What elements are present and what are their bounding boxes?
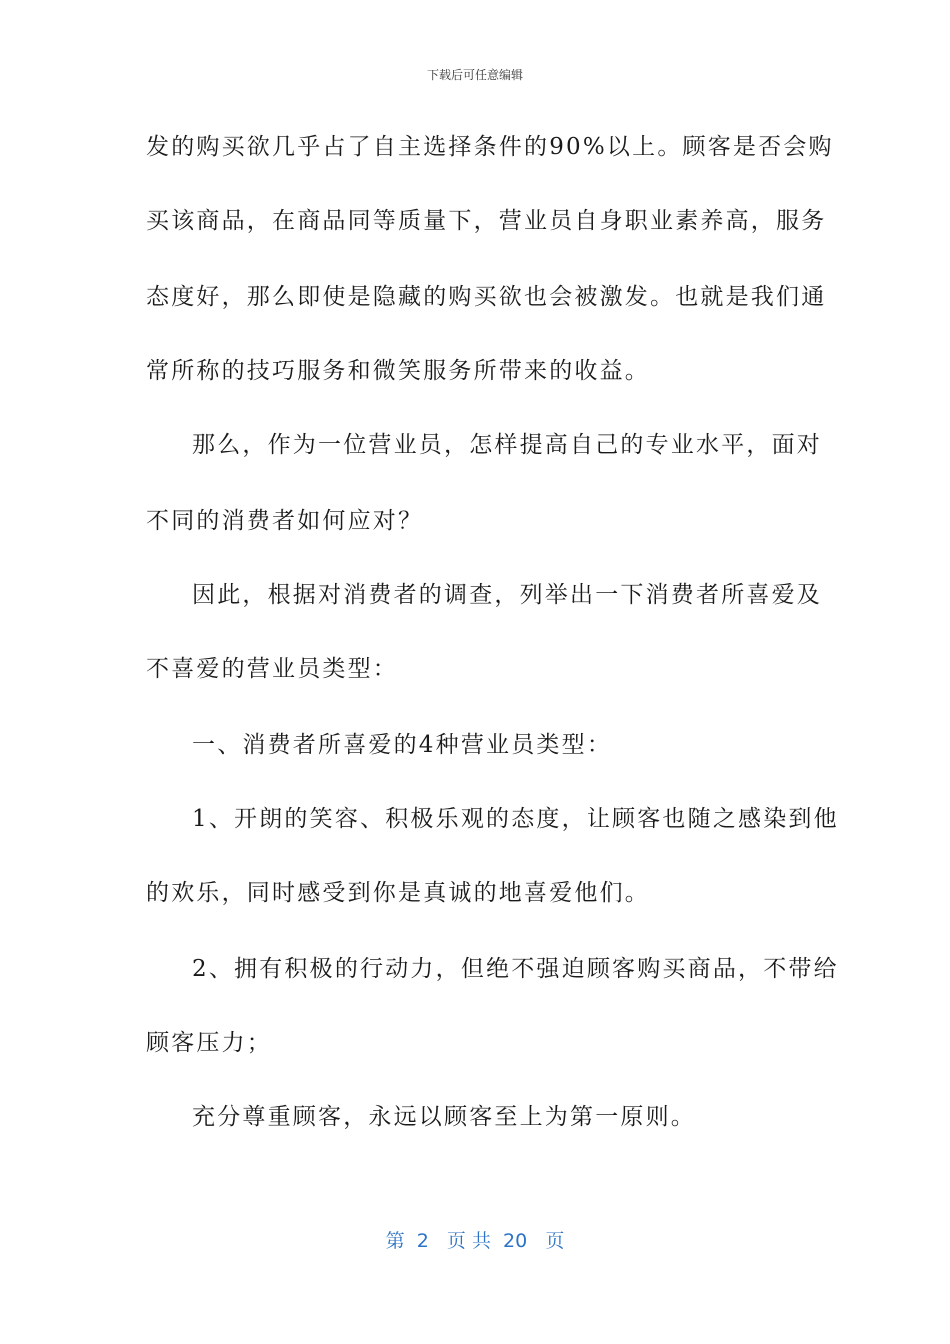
body-line: 发的购买欲几乎占了自主选择条件的90%以上。顾客是否会购 [146, 134, 834, 160]
body-line: 顾客压力； [146, 1030, 272, 1056]
header-note: 下载后可任意编辑 [426, 68, 523, 82]
body-line: 不同的消费者如何应对？ [146, 508, 424, 534]
body-line: 的欢乐，同时感受到你是真诚的地喜爱他们。 [146, 880, 650, 906]
body-line: 常所称的技巧服务和微笑服务所带来的收益。 [146, 358, 650, 384]
body-line: 不喜爱的营业员类型： [146, 656, 398, 682]
body-line: 那么，作为一位营业员，怎样提高自己的专业水平，面对 [192, 432, 822, 458]
body-line: 2、拥有积极的行动力，但绝不强迫顾客购买商品，不带给 [192, 956, 839, 982]
body-line: 充分尊重顾客，永远以顾客至上为第一原则。 [192, 1104, 696, 1130]
body-line: 态度好，那么即使是隐藏的购买欲也会被激发。也就是我们通 [146, 284, 827, 310]
body-line: 因此，根据对消费者的调查，列举出一下消费者所喜爱及 [192, 582, 822, 608]
page-number: 第 2 页 共 20 页 [385, 1230, 565, 1252]
section-heading: 一、消费者所喜爱的4种营业员类型： [192, 732, 613, 758]
body-line: 1、开朗的笑容、积极乐观的态度，让顾客也随之感染到他 [192, 806, 839, 832]
body-line: 买该商品，在商品同等质量下，营业员自身职业素养高，服务 [146, 208, 827, 234]
